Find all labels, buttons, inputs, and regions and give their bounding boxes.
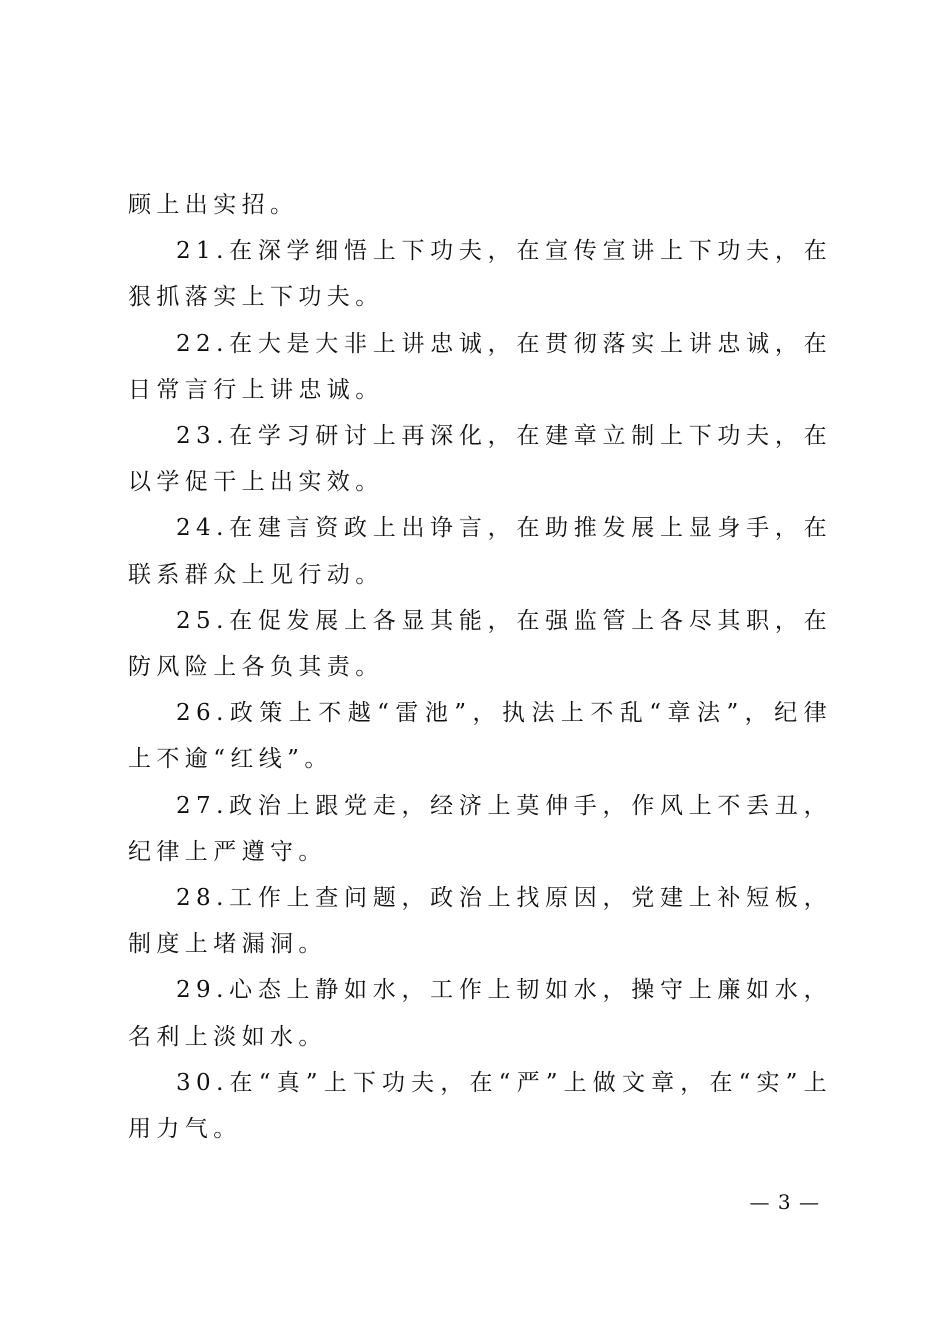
page-number: — 3 — (749, 1190, 820, 1214)
paragraph-item-25: 25.在促发展上各显其能，在强监管上各尽其职，在防风险上各负其责。 (128, 607, 832, 681)
document-body (128, 182, 832, 1152)
paragraph-item-21: 21.在深学细悟上下功夫，在宣传宣讲上下功夫，在狠抓落实上下功夫。 (128, 238, 832, 311)
paragraph-item-27: 27.政治上跟党走，经济上莫伸手，作风上不丢丑，纪律上严遵守。 (128, 792, 832, 865)
paragraph-item-30: 30.在“真”上下功夫，在“严”上做文章，在“实”上用力气。 (128, 1069, 832, 1143)
paragraph-item-28: 28.工作上查问题，政治上找原因，党建上补短板，制度上堵漏洞。 (128, 885, 832, 958)
paragraph-item-26: 26.政策上不越“雷池”，执法上不乱“章法”，纪律上不逾“红线”。 (128, 700, 832, 773)
paragraph-item-29: 29.心态上静如水，工作上韧如水，操守上廉如水，名利上淡如水。 (128, 977, 832, 1050)
paragraph-item-24: 24.在建言资政上出诤言，在助推发展上显身手，在联系群众上见行动。 (128, 515, 832, 588)
paragraph-item-22: 22.在大是大非上讲忠诚，在贯彻落实上讲忠诚，在日常言行上讲忠诚。 (128, 330, 832, 403)
paragraph-item-23: 23.在学习研讨上再深化，在建章立制上下功夫，在以学促干上出实效。 (128, 423, 832, 496)
paragraph-continuation: 顾上出实招。 (128, 192, 299, 218)
